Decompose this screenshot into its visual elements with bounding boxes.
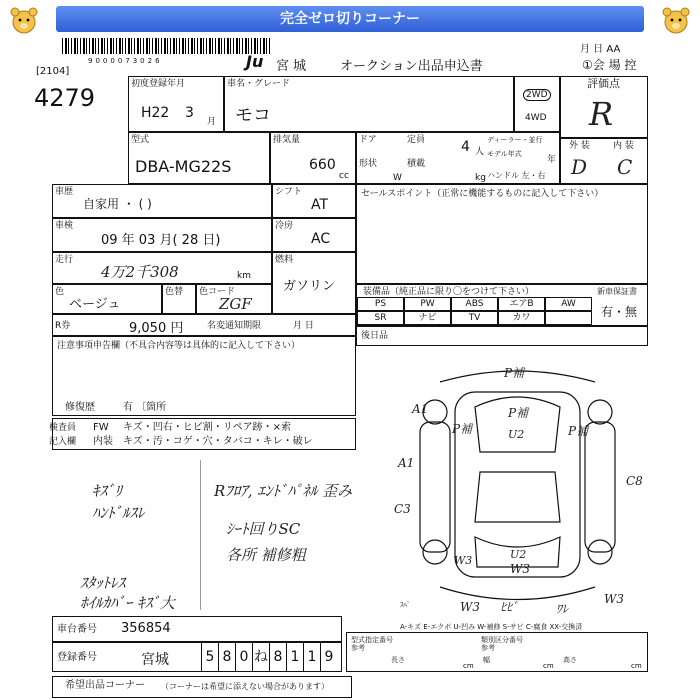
bear-mascot-icon	[8, 4, 40, 36]
equipment-item: SR	[357, 311, 404, 325]
remark-seat: ｼｰﾄ回りSC	[226, 520, 301, 538]
ext-int-cell: 外 装 内 装 D C	[560, 138, 648, 184]
mark-p-left: P補	[452, 422, 473, 436]
color-code-cell: 色コード ZGF	[196, 284, 272, 314]
barcode	[62, 38, 272, 54]
exterior-grade: D	[571, 155, 588, 179]
recycle-cell: R券 9,050 円 名変通知期限 月 日	[52, 314, 356, 336]
banner-title: 完全ゼロ切りコーナー	[56, 6, 644, 32]
equipment-item: TV	[451, 311, 498, 325]
model-cell: 型式 DBA-MG22S	[128, 132, 270, 184]
damage-legend: A-キズ E-エクボ U-凹み W-補修 S-サビ C-腐食 XX-交換済	[400, 623, 583, 631]
mark-w3-bumper: W3	[460, 600, 480, 614]
drive-cell: 2WD 4WD	[514, 76, 560, 132]
ju-logo: Ju	[246, 52, 264, 71]
interior-grade: C	[617, 155, 633, 179]
reg-digit: 1	[303, 643, 320, 671]
reg-digit: 5	[201, 643, 218, 671]
equipment-item: カワ	[498, 311, 545, 325]
mark-u2-top: U2	[508, 428, 525, 441]
mark-w3-left: W3	[454, 554, 473, 567]
grade-cell: 評価点 R	[560, 76, 648, 138]
mark-w3-right: W3	[604, 592, 624, 606]
equipment-item: ABS	[451, 297, 498, 311]
usage: 自家用 ・ ( )	[83, 197, 152, 211]
reg-digit: 9	[320, 643, 337, 671]
code: [2104]	[36, 66, 70, 77]
mark-p-hood: P補	[508, 406, 529, 420]
equipment-item: PS	[357, 297, 404, 311]
platform-number: 356854	[121, 621, 171, 636]
registration-cell: 登録番号 宮城 5 8 0 ね 8 1 1 9	[52, 642, 342, 672]
venue-label: ①会 場 控	[582, 58, 637, 72]
color-code: ZGF	[219, 295, 252, 313]
cooling-cell: 冷房 AC	[272, 218, 356, 252]
inspection-cell: 車検 09 年 03 月( 28 日)	[52, 218, 272, 252]
spec-cell: 型式指定番号 参考 類別区分番号 参考 長さ cm 幅 cm 高さ cm	[346, 632, 648, 672]
sales-point-cell: セールスポイント（正常に機能するものに記入して下さい）	[356, 184, 648, 284]
date-label: 月 日 AA	[580, 44, 621, 55]
mark-crack: ﾋﾋﾞ	[500, 600, 519, 614]
reg-digit: 8	[269, 643, 286, 671]
mileage-cell: 走行 4万2千308 km	[52, 252, 272, 284]
remark-wheelcover: ﾎｲﾙｶﾊﾞｰ ｷｽﾞ大	[80, 594, 175, 612]
mark-ware: ﾜﾚ	[556, 602, 569, 616]
cooling: AC	[311, 231, 331, 247]
displacement: 660	[309, 157, 336, 173]
lot-number: 4279	[34, 84, 96, 112]
first-reg-month: 3	[185, 105, 194, 121]
equipment-box: 装備品（純正品に限り〇をつけて下さい） 新車保証書 有・無 PS PW ABS エアB AW SR ナビ TV カワ	[356, 284, 648, 326]
mark-u2-rear: U2	[510, 548, 527, 561]
banner	[0, 0, 700, 40]
remark-studless: ｽﾀｯﾄﾚｽ	[80, 574, 126, 592]
doors-cell: ドア 定員 4 人 ディーラー・並行 モデル年式 年 形状 W 積載 kg ハンドル 左・右	[356, 132, 560, 184]
reg-digit: 1	[286, 643, 303, 671]
recycle-fee: 9,050 円	[129, 321, 184, 336]
displacement-cell: 排気量 660 cc	[270, 132, 356, 184]
inspector-cell: 検査員 記入欄 FW キズ・凹右・ヒビ割・リペア跡・×索 内装 キズ・汚・コゲ・穴・タバコ・キレ・破レ	[52, 418, 356, 450]
model-code: DBA-MG22S	[135, 157, 232, 176]
equipment-item: AW	[545, 297, 592, 311]
org-name: 宮 城	[276, 59, 307, 74]
reg-digit: 0	[235, 643, 252, 671]
mark-p-front: P補	[504, 366, 525, 380]
form-title: オークション出品申込書	[340, 59, 483, 74]
equipment-item: エアB	[498, 297, 545, 311]
remark-repair: 各所 補修粗	[226, 546, 306, 564]
reg-area: 宮城	[141, 652, 169, 668]
shift-cell: シフト AT	[272, 184, 356, 218]
barcode-number: 9000073026	[88, 57, 163, 65]
car-name: モコ	[235, 105, 271, 126]
reg-digit: ね	[252, 643, 269, 671]
inspection: 09 年 03 月( 28 日)	[101, 233, 221, 248]
color-cell: 色 ベージュ	[52, 284, 162, 314]
new-car-warranty: 有・無	[601, 305, 638, 319]
fuel-cell: 燃料 ガソリン	[272, 252, 356, 314]
mark-c8: C8	[626, 474, 643, 488]
equipment-item	[545, 311, 592, 325]
usage-cell: 車歴 自家用 ・ ( )	[52, 184, 272, 218]
mark-c3: C3	[394, 502, 411, 516]
grade-value: R	[589, 95, 614, 133]
color-change-cell: 色替	[162, 284, 196, 314]
mark-a1-left: A1	[412, 402, 429, 416]
mark-a1-door: A1	[398, 456, 415, 470]
shift: AT	[311, 197, 329, 213]
equipment-item: ナビ	[404, 311, 451, 325]
mark-w3-rear: W3	[510, 562, 530, 576]
mileage: 4万2千308	[101, 263, 179, 281]
bear-mascot-icon	[660, 4, 692, 36]
caution-cell: 注意事項申告欄（不具合内容等は具体的に記入して下さい） 修復歴 有 〔箇所	[52, 336, 356, 416]
remark-floor: Rﾌﾛｱ, ｴﾝﾄﾞﾊﾟﾈﾙ 歪み	[214, 482, 353, 500]
mark-spare: ｽﾍﾟ	[400, 601, 411, 609]
remark-handle: ﾊﾝﾄﾞﾙｽﾚ	[92, 504, 145, 522]
color: ベージュ	[69, 297, 121, 312]
platform-cell: 車台番号 356854	[52, 616, 342, 642]
remark-scratch: ｷｽﾞﾘ	[92, 482, 123, 500]
mark-p-right: P補	[568, 424, 589, 438]
fuel: ガソリン	[283, 279, 336, 294]
desired-corner-cell: 希望出品コーナー （コーナーは希望に添えない場合があります）	[52, 676, 352, 698]
car-name-cell: 車名・グレード モコ	[224, 76, 514, 132]
first-reg-cell: 初度登録年月 H22 3 月	[128, 76, 224, 132]
first-reg-era: H22	[141, 105, 170, 121]
reg-digit: 8	[218, 643, 235, 671]
rear-seat-cell: 後日品	[356, 326, 648, 346]
equipment-item: PW	[404, 297, 451, 311]
